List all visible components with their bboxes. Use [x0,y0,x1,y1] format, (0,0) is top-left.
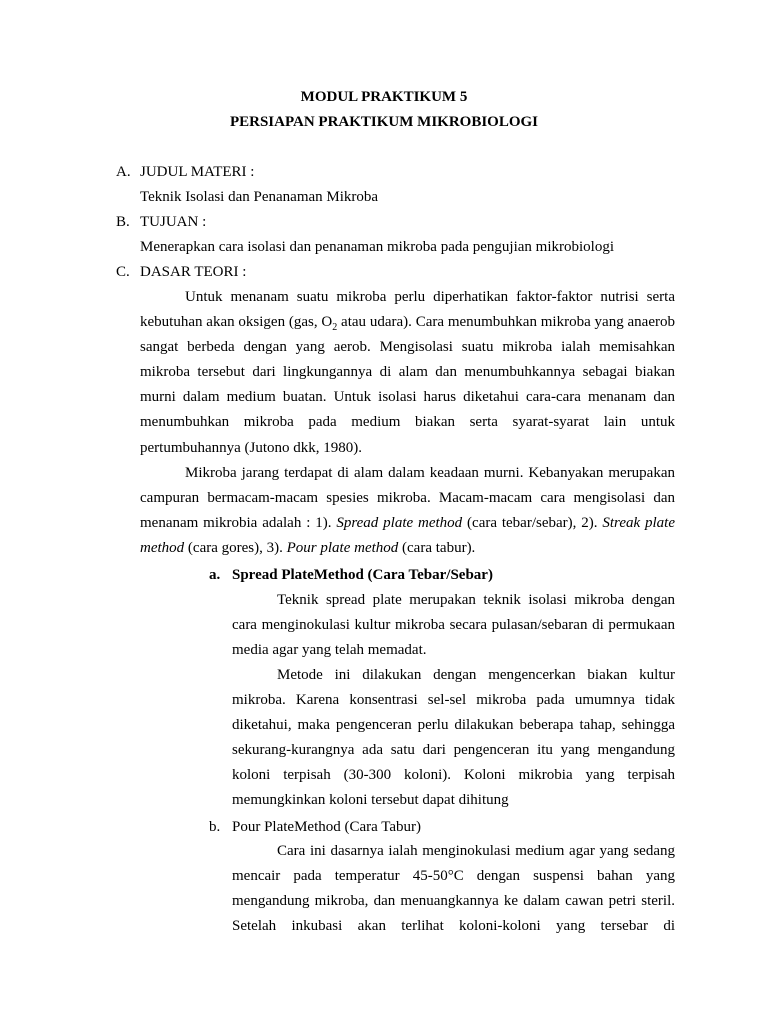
module-subtitle: PERSIAPAN PRAKTIKUM MIKROBIOLOGI [229,114,539,130]
theory-paragraph-1 [140,285,675,461]
streak-plate-term: Streak plate method [140,515,675,557]
theory-p2-text-b: (cara tebar/sebar), 2). [462,515,603,532]
section-b-content: Menerapkan cara isolasi dan penanaman mikroba pada pengujian mikrobiologi [140,239,615,255]
method-b-paragraph-1: Cara ini dasarnya ialah menginokulasi medium agar yang sedang mencair pada temperatur 45-50°C dengan suspensi bahan yang mengandung mikroba, dan menuangkannya ke dalam cawan petri steril. Setelah inkubasi akan terlihat koloni-koloni yang tersebar di [232,843,675,935]
spread-plate-term: Spread plate method [336,515,463,532]
section-a-title: JUDUL MATERI : [140,164,255,180]
section-c-letter: C. [116,264,130,280]
theory-p1-text-b: atau udara). Cara menumbuhkan mikroba yang anaerob sangat berbeda dengan yang aerob. Mengisolasi suatu mikroba ialah memisahkan mikroba tersebut dari lingkungannya di alam dan menumbuhkannya sebagai biakan murni dalam medium buatan. Untuk isolasi harus diketahui cara-cara menanam dan menumbuhkan mikroba pada medium biakan serta syarat-syarat lain untuk pertumbuhannya (Jutono dkk, 1980). [140,314,675,456]
pour-plate-term: Pour plate method [286,540,399,557]
method-b-heading [0,817,768,837]
theory-p2-text-a: Mikroba jarang terdapat di alam dalam keadaan murni. Kebanyakan merupakan campuran bermacam-macam spesies mikroba. Macam-macam cara mengisolasi dan menanam mikrobia adalah : 1). [140,465,675,532]
theory-p1-text-a: Untuk menanam suatu mikroba perlu diperhatikan faktor-faktor nutrisi serta kebutuhan akan oksigen (gas, O [140,289,675,331]
oxygen-subscript: 2 [332,322,338,334]
section-b-letter: B. [116,214,130,230]
method-a-label: a. [209,567,221,583]
method-b-label: b. [209,819,221,835]
section-a-letter: A. [116,164,131,180]
method-a-paragraph-2: Metode ini dilakukan dengan mengencerkan biakan kultur mikroba. Karena konsentrasi sel-sel mikroba pada umumnya tidak diketahui, maka pengenceran perlu dilakukan beberapa tahap, sehingga sekurang-kurangnya ada satu dari pengenceran itu yang mengandung koloni terpisah (30-300 koloni). Koloni mikrobia yang terpisah memungkinkan koloni tersebut dapat dihitung [232,667,675,809]
module-title: MODUL PRAKTIKUM 5 [300,89,468,105]
theory-paragraph-2 [140,461,675,561]
theory-p2-text-d: (cara tabur). [398,540,476,557]
method-b-title: Pour PlateMethod (Cara Tabur) [232,819,422,835]
section-b-title: TUJUAN : [140,214,207,230]
method-a-paragraph-1: Teknik spread plate merupakan teknik isolasi mikroba dengan cara menginokulasi kultur mikroba secara pulasan/sebaran di permukaan media agar yang telah memadat. [232,592,675,659]
section-a-content: Teknik Isolasi dan Penanaman Mikroba [140,189,379,205]
method-a-title: Spread PlateMethod (Cara Tebar/Sebar) [232,567,493,583]
section-c-title: DASAR TEORI : [140,264,247,280]
method-a-heading [0,565,768,585]
theory-p2-text-c: (cara gores), 3). [184,540,287,557]
